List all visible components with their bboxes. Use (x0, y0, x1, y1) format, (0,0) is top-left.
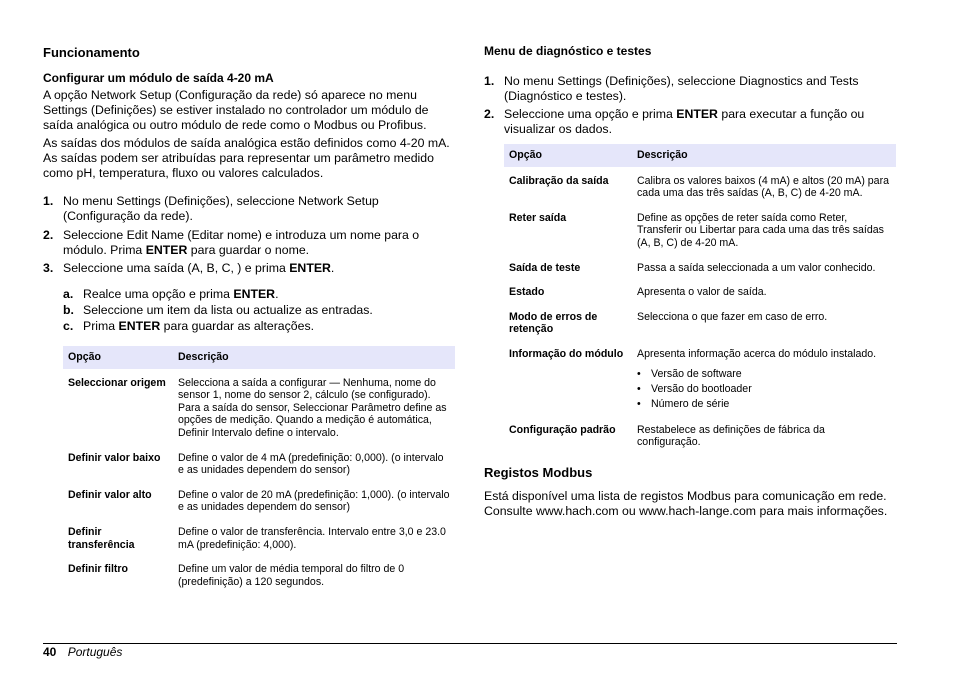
substep-b (63, 303, 443, 318)
description-cell: Define o valor de 4 mA (predefinição: 0,000). (o intervalo e as unidades dependem do sensor) (173, 444, 455, 481)
table-row (504, 254, 896, 279)
step-number: 3. (43, 261, 54, 275)
description-cell: Selecciona o que fazer em caso de erro. (632, 303, 896, 340)
subsection-title-config-module: Configurar um módulo de saída 4-20 mA (43, 71, 274, 85)
option-cell: Estado (504, 279, 632, 304)
description-cell: Restabelece as definições de fábrica da configuração. (632, 416, 896, 453)
step-3 (43, 261, 443, 276)
description-cell: Define um valor de média temporal do filtro de 0 (predefinição) a 120 segundos. (173, 556, 455, 593)
description-cell (632, 340, 896, 416)
step-number: 2. (484, 107, 495, 121)
step-text: No menu Settings (Definições), seleccione Diagnostics and Tests (Diagnóstico e testes). (504, 74, 859, 103)
substep-text: Seleccione um item da lista ou actualize as entradas. (83, 303, 373, 317)
footer-language: Português (67, 645, 123, 659)
option-cell: Modo de erros de retenção (504, 303, 632, 340)
step-number: 2. (43, 228, 54, 242)
step-2 (43, 228, 443, 257)
table-row (504, 303, 896, 340)
table-row (63, 444, 455, 481)
column-header-option: Opção (504, 144, 632, 167)
list-item: • Número de série (637, 397, 891, 412)
enter-keyword: ENTER (118, 319, 161, 333)
footer-divider (43, 643, 897, 644)
description-cell: Define as opções de reter saída como Reter, Transferir ou Libertar para cada uma das três saídas (A, B, C) de 4-20 mA. (632, 204, 896, 254)
enter-keyword: ENTER (233, 287, 276, 301)
option-cell: Seleccionar origem (63, 369, 173, 444)
output-options-table (63, 346, 455, 592)
table-row (63, 481, 455, 518)
option-cell: Calibração da saída (504, 167, 632, 204)
step-text: Seleccione uma saída (A, B, C, ) e prima (63, 261, 290, 275)
step-number: 1. (43, 194, 54, 208)
table-row (504, 340, 896, 416)
subsection-title-diagnostics: Menu de diagnóstico e testes (484, 44, 652, 58)
column-header-description: Descrição (173, 346, 455, 369)
substep-text-end: para guardar as alterações. (160, 319, 315, 333)
table-row (504, 416, 896, 453)
description-cell: Passa a saída seleccionada a um valor conhecido. (632, 254, 896, 279)
option-cell: Informação do módulo (504, 340, 632, 416)
step-text-end: para guardar o nome. (187, 242, 310, 257)
table-header-row (504, 144, 896, 167)
step-text-end: . (330, 261, 335, 275)
table-row (63, 518, 455, 555)
list-item: • Versão do bootloader (637, 382, 891, 397)
table-row (63, 369, 455, 444)
substep-text-end: . (275, 287, 279, 301)
description-cell: Define o valor de transferência. Intervalo entre 3,0 e 23.0 mA (predefinição: 4,000). (173, 518, 455, 555)
step-text: No menu Settings (Definições), seleccione Network Setup (Configuração da rede). (63, 194, 379, 223)
description-cell: Selecciona a saída a configurar — Nenhuma, nome do sensor 1, nome do sensor 2, cálculo (se configurado). Para a saída do sensor, Seleccionar Parâmetro define as opções de medição. Quando a medição é automática, Definir Intervalo define o intervalo. (173, 369, 455, 444)
table-header-row (63, 346, 455, 369)
option-cell: Configuração padrão (504, 416, 632, 453)
section-title-funcionamento: Funcionamento (43, 45, 140, 60)
table-row (504, 279, 896, 304)
column-header-description: Descrição (632, 144, 896, 167)
paragraph-modbus: Está disponível uma lista de registos Modbus para comunicação em rede. Consulte www.hach.com ou www.hach-lange.com para mais informações. (484, 489, 888, 518)
description-cell: Apresenta o valor de saída. (632, 279, 896, 304)
diag-step-1 (484, 74, 884, 103)
enter-keyword: ENTER (145, 242, 188, 257)
substep-a (63, 287, 443, 302)
substep-letter: b. (63, 303, 74, 317)
option-cell: Definir filtro (63, 556, 173, 593)
step-number: 1. (484, 74, 495, 88)
substep-letter: c. (63, 319, 74, 333)
substep-letter: a. (63, 287, 74, 301)
option-cell: Definir valor baixo (63, 444, 173, 481)
description-cell: Define o valor de 20 mA (predefinição: 1,000). (o intervalo e as unidades dependem do sensor) (173, 481, 455, 518)
step-1 (43, 194, 438, 223)
substep-text: Realce uma opção e prima (83, 287, 234, 301)
module-info-list (637, 367, 891, 412)
option-cell: Definir valor alto (63, 481, 173, 518)
diagnostics-options-table (504, 144, 896, 453)
section-title-modbus: Registos Modbus (484, 465, 593, 480)
paragraph-analog-outputs: As saídas dos módulos de saída analógica estão definidos como 4-20 mA. As saídas podem ser atribuídas para representar um parâmetro medido como pH, temperatura, fluxo ou valores calculados. (43, 136, 450, 180)
table-row (504, 204, 896, 254)
page-footer (43, 645, 122, 659)
enter-keyword: ENTER (289, 261, 331, 275)
description-text: Apresenta informação acerca do módulo instalado. (637, 347, 877, 360)
description-cell: Calibra os valores baixos (4 mA) e altos (20 mA) para cada uma das três saídas (A, B, C) de 4-20 mA. (632, 167, 896, 204)
option-cell: Reter saída (504, 204, 632, 254)
step-text: Seleccione Edit Name (Editar nome) e introduza um nome para o módulo. Prima (63, 228, 420, 257)
step-text: Seleccione uma opção e prima (504, 107, 677, 121)
table-row (63, 556, 455, 593)
step-text-end: para executar a função ou visualizar os dados. (504, 107, 865, 136)
column-header-option: Opção (63, 346, 173, 369)
substep-text: Prima (83, 319, 119, 333)
enter-keyword: ENTER (676, 107, 718, 121)
substep-c (63, 319, 443, 334)
page-number: 40 (43, 645, 57, 659)
paragraph-network-setup: A opção Network Setup (Configuração da rede) só aparece no menu Settings (Definições) se estiver instalado no controlador um módulo de saída analógica ou outro módulo de rede como o Modbus ou Profibus. (43, 88, 429, 132)
table-row (504, 167, 896, 204)
option-cell: Saída de teste (504, 254, 632, 279)
list-item: • Versão de software (637, 367, 891, 382)
option-cell: Definir transferência (63, 518, 173, 555)
diag-step-2 (484, 107, 889, 136)
